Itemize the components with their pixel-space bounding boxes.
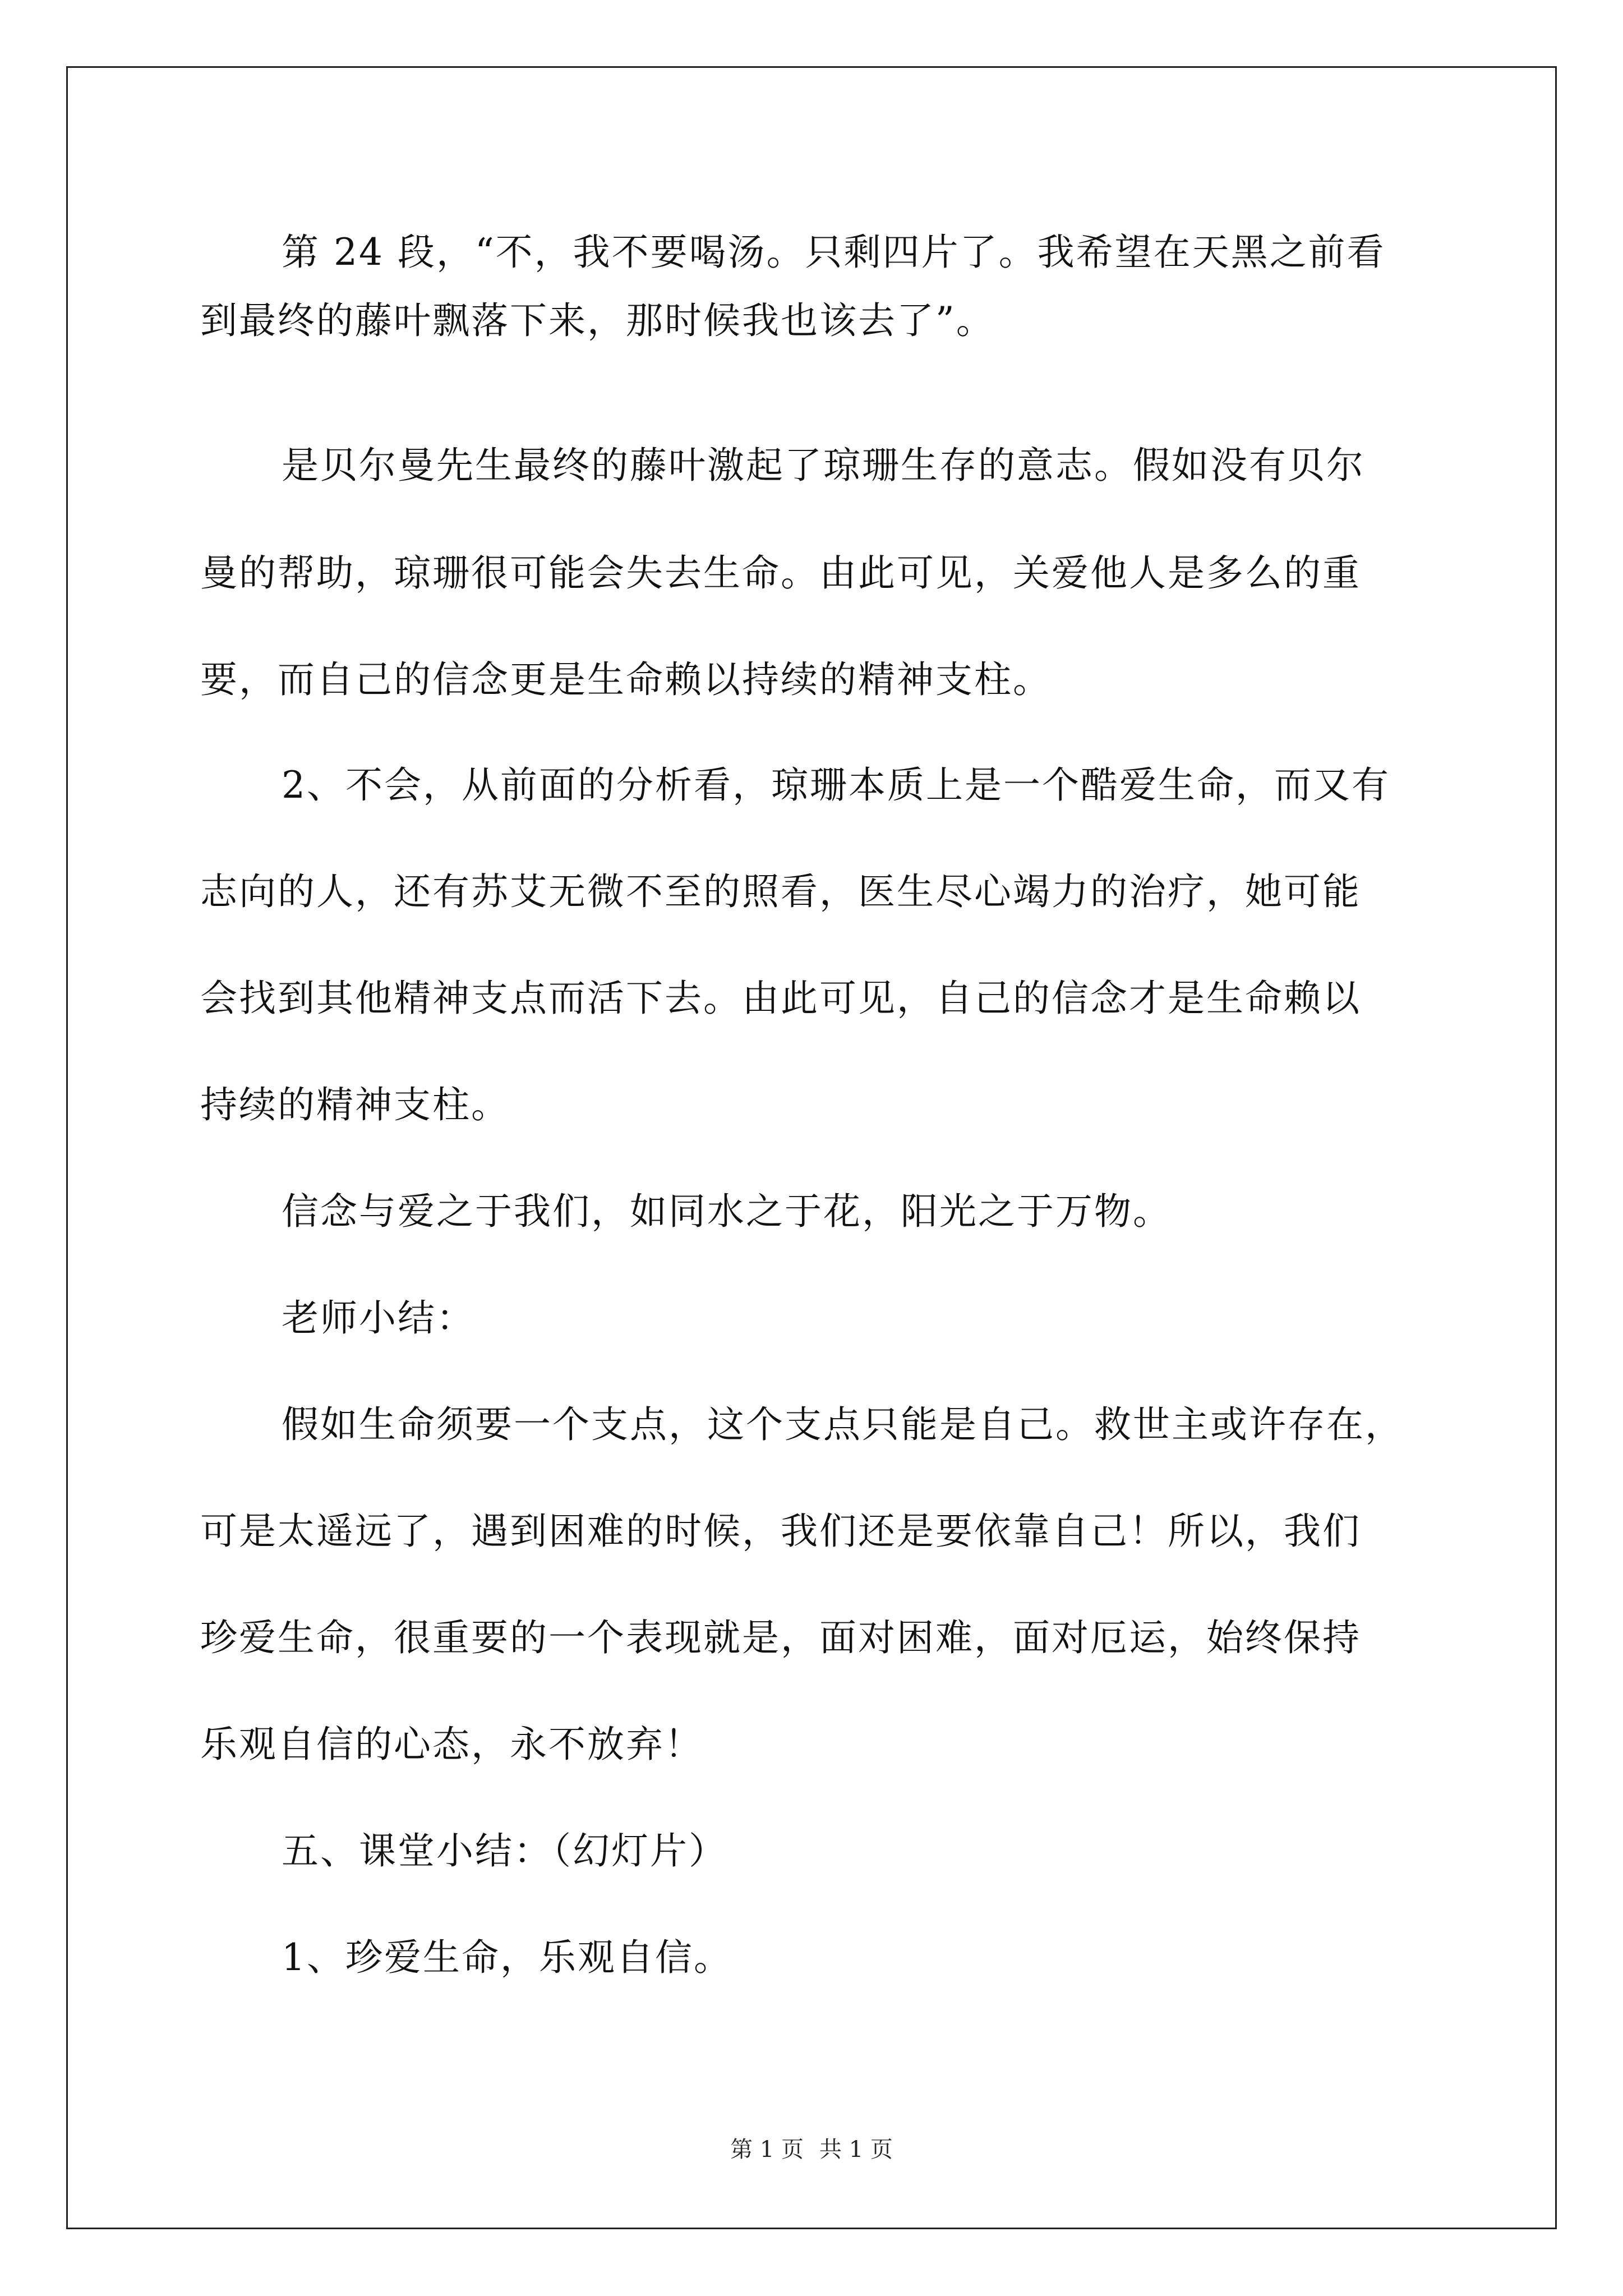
- text-line: 曼的帮助，琼珊很可能会失去生命。由此可见，关爱他人是多么的重: [200, 551, 1361, 595]
- page-number-current: 第 1 页: [730, 2137, 804, 2162]
- text-line: 志向的人，还有苏艾无微不至的照看，医生尽心竭力的治疗，她可能: [200, 870, 1361, 913]
- text-line: 假如生命须要一个支点，这个支点只能是自己。救世主或许存在，: [282, 1403, 1404, 1446]
- text-line: 会找到其他精神支点而活下去。由此可见，自己的信念才是生命赖以: [200, 977, 1361, 1020]
- text-line: 要，而自己的信念更是生命赖以持续的精神支柱。: [200, 658, 1052, 701]
- text-line: 持续的精神支柱。: [200, 1083, 510, 1126]
- text-line: 珍爱生命，很重要的一个表现就是，面对困难，面对厄运，始终保持: [200, 1616, 1361, 1659]
- page-footer: [0, 2136, 1623, 2163]
- text-line: 老师小结：: [282, 1296, 475, 1340]
- text-line: 信念与爱之于我们，如同水之于花，阳光之于万物。: [282, 1190, 1172, 1233]
- text-line: 可是太遥远了，遇到困难的时候，我们还是要依靠自己！所以，我们: [200, 1510, 1361, 1553]
- text-line: 2、不会，从前面的分析看，琼珊本质上是一个酷爱生命，而又有: [282, 763, 1390, 807]
- text-line: 1、珍爱生命，乐观自信。: [282, 1936, 732, 1979]
- text-line: 到最终的藤叶飘落下来，那时候我也该去了”。: [200, 299, 995, 342]
- page-number-total: 共 1 页: [819, 2137, 893, 2162]
- page-border: [66, 66, 1557, 2229]
- text-line: 五、课堂小结：（幻灯片）: [282, 1829, 727, 1872]
- text-line: 第 24 段，“不，我不要喝汤。只剩四片了。我希望在天黑之前看: [282, 231, 1386, 274]
- text-line: 是贝尔曼先生最终的藤叶激起了琼珊生存的意志。假如没有贝尔: [282, 444, 1365, 487]
- text-line: 乐观自信的心态，永不放弃！: [200, 1723, 703, 1766]
